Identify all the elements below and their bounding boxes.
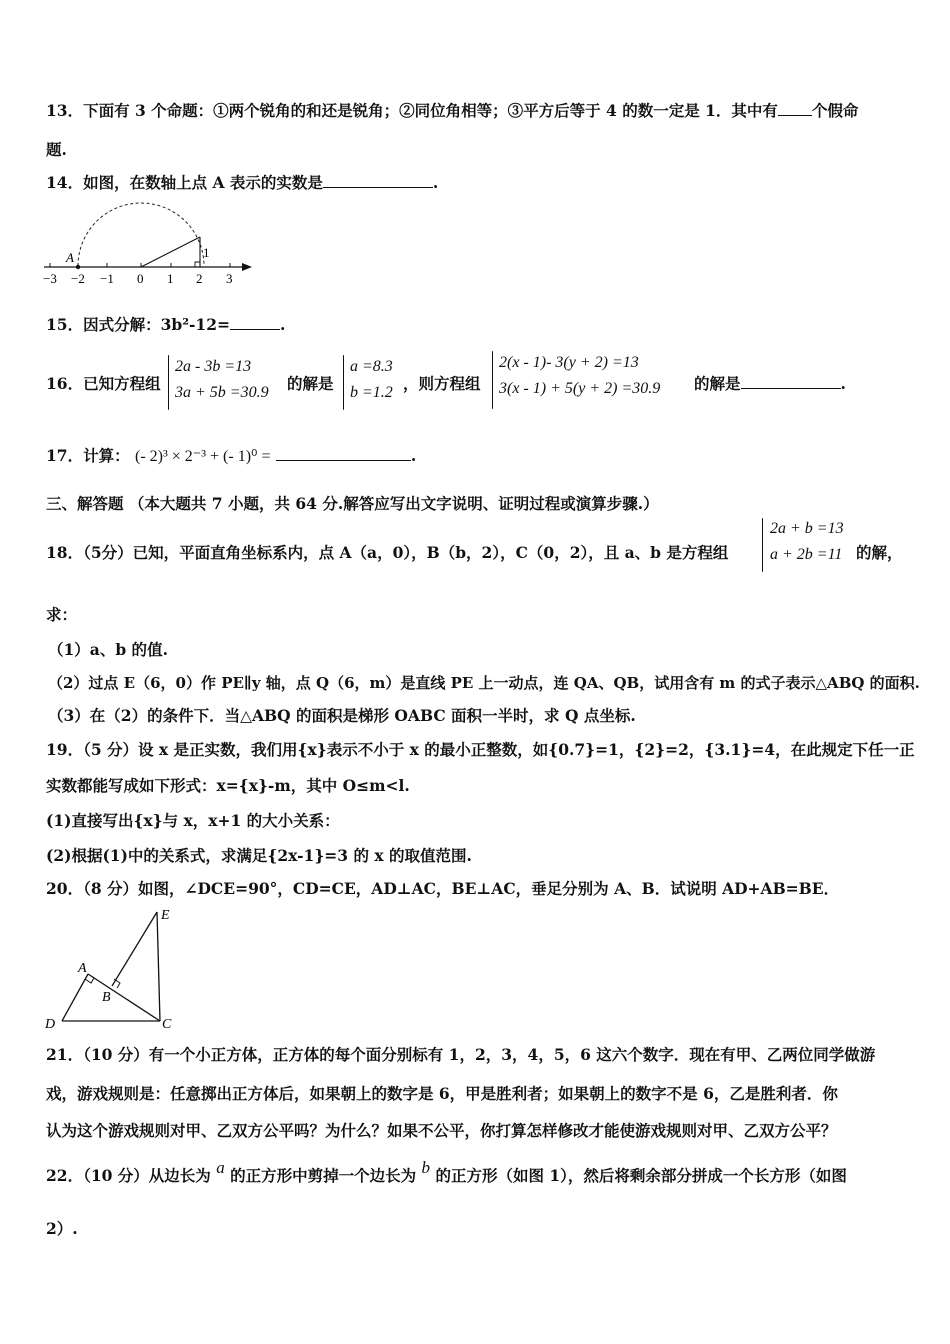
q21-line3: 认为这个游戏规则对甲、乙双方公平吗？为什么？如果不公平，你打算怎样修改才能使游戏规则对甲、乙双方公平？ bbox=[46, 1121, 837, 1140]
question-15 bbox=[46, 314, 285, 336]
equation: 2a + b =13 bbox=[770, 520, 844, 537]
hypotenuse bbox=[141, 237, 200, 267]
q18-system bbox=[770, 516, 844, 568]
tick-label: 0 bbox=[137, 271, 144, 286]
arc-dashed bbox=[78, 203, 204, 266]
label-e: E bbox=[161, 908, 170, 923]
tick-label: 3 bbox=[226, 271, 233, 286]
q14-end: . bbox=[432, 173, 439, 192]
equation: b =1.2 bbox=[350, 384, 393, 401]
height-label: 1 bbox=[203, 245, 210, 260]
label-c: C bbox=[162, 1017, 172, 1032]
question-13-line2: 题. bbox=[46, 140, 67, 159]
q15-answer-blank[interactable] bbox=[230, 315, 280, 330]
q16-solution-1 bbox=[350, 354, 393, 406]
equation: 3(x - 1) + 5(y + 2) =30.9 bbox=[499, 380, 661, 397]
q22-part2: 的正方形中剪掉一个边长为 bbox=[230, 1166, 417, 1185]
line-ad bbox=[62, 974, 88, 1021]
brace bbox=[762, 518, 763, 572]
q19-part1: (1)直接写出{x}与 x，x+1 的大小关系： bbox=[46, 811, 340, 830]
q18-text: 18．（5分）已知，平面直角坐标系内，点 A（a，0），B（b，2），C（0，2），且 a、b 是方程组 bbox=[46, 543, 729, 562]
q19-part2: (2)根据(1)中的关系式，求满足{2x-1}=3 的 x 的取值范围. bbox=[46, 846, 472, 865]
q18-part1: （1）a、b 的值. bbox=[48, 640, 168, 659]
q20-text: 20．（8 分）如图，∠DCE=90°，CD=CE，AD⊥AC，BE⊥AC，垂足分别为 A、B．试说明 AD+AB=BE． bbox=[46, 879, 840, 898]
q15-text: 15．因式分解：3b²-12= bbox=[46, 315, 230, 334]
q16-answer-blank[interactable] bbox=[741, 374, 841, 389]
q21-line2: 戏，游戏规则是：任意掷出正方体后，如果朝上的数字是 6，甲是胜利者；如果朝上的数字不是 6，乙是胜利者．你 bbox=[46, 1084, 838, 1103]
line-ce bbox=[157, 912, 160, 1021]
equation: 2a - 3b =13 bbox=[175, 358, 252, 375]
q15-end: . bbox=[279, 315, 286, 334]
point-a-label: A bbox=[66, 250, 74, 265]
q16-mid2: ，则方程组 bbox=[403, 374, 481, 393]
label-d: D bbox=[45, 1017, 56, 1032]
brace bbox=[492, 351, 493, 409]
q16-end: . bbox=[840, 374, 846, 393]
q16-mid: 的解是 bbox=[287, 374, 334, 393]
q16-suffix-text: 的解是 bbox=[694, 374, 741, 393]
q22-line1 bbox=[46, 1158, 847, 1187]
q14-text: 14．如图，在数轴上点 A 表示的实数是 bbox=[46, 173, 323, 192]
line-ac bbox=[88, 974, 160, 1021]
equation: a + 2b =11 bbox=[770, 546, 843, 563]
q17-expression: (- 2)³ × 2⁻³ + (- 1)⁰ = bbox=[134, 448, 271, 465]
q14-answer-blank[interactable] bbox=[323, 173, 433, 188]
number-line-figure bbox=[40, 198, 260, 293]
q22-var-b: b bbox=[421, 1158, 431, 1177]
q16-prefix: 16．已知方程组 bbox=[46, 374, 161, 393]
equation: 3a + 5b =30.9 bbox=[175, 384, 269, 401]
q19-line2: 实数都能写成如下形式：x={x}-m，其中 O≤m<l. bbox=[46, 776, 410, 795]
q21-line1: 21．（10 分）有一个小正方体，正方体的每个面分别标有 1，2，3，4，5，6 这六个数字．现在有甲、乙两位同学做游 bbox=[46, 1045, 876, 1064]
label-b: B bbox=[102, 990, 111, 1005]
q16-suffix bbox=[694, 373, 846, 395]
q19-line1: 19．（5 分）设 x 是正实数，我们用{x}表示不小于 x 的最小正整数，如{0.7}=1，{2}=2，{3.1}=4，在此规定下任一正 bbox=[46, 740, 915, 759]
tick-label: 2 bbox=[196, 271, 203, 286]
q18-part2: （2）过点 E（6，0）作 PE∥y 轴，点 Q（6，m）是直线 PE 上一动点，连 QA、QB，试用含有 m 的式子表示△ABQ 的面积. bbox=[48, 674, 920, 692]
q13-after: 个假命 bbox=[811, 101, 859, 120]
q17-answer-blank[interactable] bbox=[276, 446, 411, 461]
right-angle-mark-a bbox=[85, 978, 94, 983]
axis-arrow bbox=[242, 263, 252, 271]
q18-suffix: 的解， bbox=[856, 543, 903, 562]
question-17 bbox=[46, 445, 416, 468]
tick-label: −2 bbox=[71, 271, 85, 286]
triangle-figure bbox=[40, 904, 190, 1034]
q22-part3: 的正方形（如图 1），然后将剩余部分拼成一个长方形（如图 bbox=[435, 1166, 847, 1185]
q13-answer-blank[interactable] bbox=[778, 101, 812, 116]
brace bbox=[168, 355, 169, 410]
brace bbox=[343, 355, 344, 410]
question-13-line1 bbox=[46, 100, 858, 122]
label-a: A bbox=[78, 961, 87, 976]
q17-end: . bbox=[410, 446, 417, 465]
equation: 2(x - 1)- 3(y + 2) =13 bbox=[499, 354, 639, 371]
section-3-title: 三、解答题 （本大题共 7 小题，共 64 分.解答应写出文字说明、证明过程或演算步骤.） bbox=[46, 494, 659, 513]
q18-part3: （3）在（2）的条件下．当△ABQ 的面积是梯形 OABC 面积一半时，求 Q 点坐标. bbox=[48, 706, 636, 725]
question-14 bbox=[46, 172, 438, 194]
tick-label: −3 bbox=[43, 271, 57, 286]
q17-prefix: 17．计算： bbox=[46, 446, 130, 465]
q22-line2: 2）. bbox=[46, 1219, 78, 1238]
q13-text: 13．下面有 3 个命题：①两个锐角的和还是锐角；②同位角相等；③平方后等于 4 的数一定是 1．其中有 bbox=[46, 101, 778, 120]
q22-part1: 22．（10 分）从边长为 bbox=[46, 1166, 211, 1185]
q22-var-a: a bbox=[216, 1158, 225, 1177]
equation: a =8.3 bbox=[350, 358, 393, 375]
q16-system-1 bbox=[175, 354, 269, 406]
tick-label: −1 bbox=[100, 271, 114, 286]
q18-ask: 求： bbox=[46, 605, 78, 624]
right-angle-mark bbox=[195, 262, 200, 267]
q16-system-2 bbox=[499, 350, 660, 402]
line-be bbox=[112, 912, 157, 986]
tick-label: 1 bbox=[167, 271, 174, 286]
